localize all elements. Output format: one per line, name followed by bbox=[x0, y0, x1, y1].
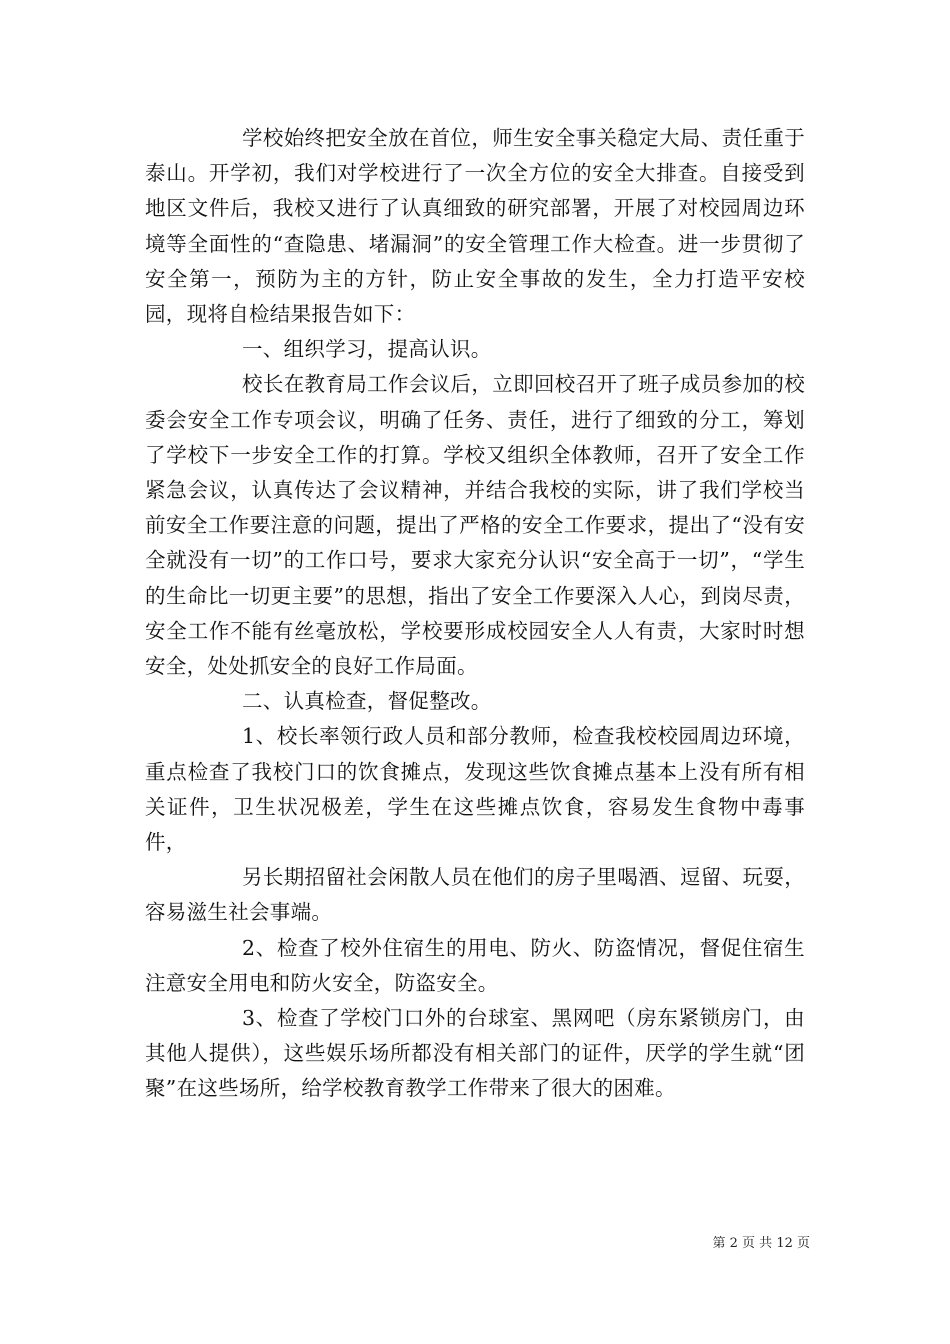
paragraph-item-3: 3、检查了学校门口外的台球室、黑网吧（房东紧锁房门，由其他人提供），这些娱乐场所都没有相关部门的证件，厌学的学生就“团聚”在这些场所，给学校教育教学工作带来了很大的困难。 bbox=[145, 1006, 805, 1101]
paragraph-item-1-cont: 另长期招留社会闲散人员在他们的房子里喝酒、逗留、玩耍，容易滋生社会事端。 bbox=[145, 865, 805, 925]
section-heading-2: 二、认真检查，督促整改。 bbox=[242, 689, 492, 714]
paragraph-item-2: 2、检查了校外住宿生的用电、防火、防盗情况，督促住宿生注意安全用电和防火安全，防盗安全。 bbox=[145, 935, 805, 995]
paragraph-study: 校长在教育局工作会议后，立即回校召开了班子成员参加的校委会安全工作专项会议，明确了任务、责任，进行了细致的分工，筹划了学校下一步安全工作的打算。学校又组织全体教师，召开了安全工作紧急会议，认真传达了会议精神，并结合我校的实际，讲了我们学校当前安全工作要注意的问题，提出了严格的安全工作要求，提出了“没有安全就没有一切”的工作口号，要求大家充分认识“安全高于一切”，“学生的生命比一切更主要”的思想，指出了安全工作要深入人心，到岗尽责，安全工作不能有丝毫放松，学校要形成校园安全人人有责，大家时时想安全，处处抓安全的良好工作局面。 bbox=[145, 372, 805, 679]
paragraph-intro: 学校始终把安全放在首位，师生安全事关稳定大局、责任重于泰山。开学初，我们对学校进行了一次全方位的安全大排查。自接受到地区文件后，我校又进行了认真细致的研究部署，开展了对校园周边环境等全面性的“查隐患、堵漏洞”的安全管理工作大检查。进一步贯彻了安全第一，预防为主的方针，防止安全事故的发生，全力打造平安校园，现将自检结果报告如下： bbox=[145, 126, 805, 327]
page-number: 第 2 页 共 12 页 bbox=[712, 1236, 810, 1251]
document-body bbox=[145, 121, 805, 1107]
section-heading-1: 一、组织学习，提高认识。 bbox=[242, 337, 492, 362]
paragraph-item-1: 1、校长率领行政人员和部分教师，检查我校校园周边环境，重点检查了我校门口的饮食摊点，发现这些饮食摊点基本上没有所有相关证件，卫生状况极差，学生在这些摊点饮食，容易发生食物中毒事件， bbox=[145, 724, 805, 855]
